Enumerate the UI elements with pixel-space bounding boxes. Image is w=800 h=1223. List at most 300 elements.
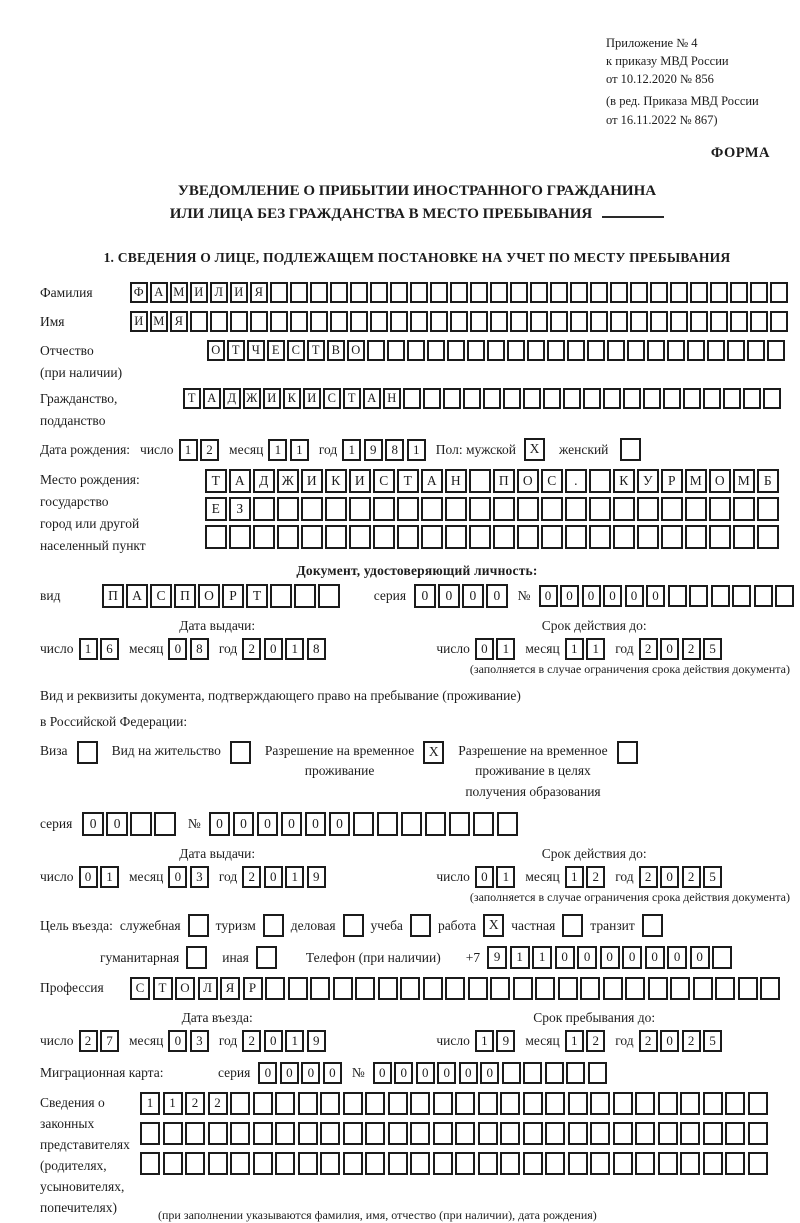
char-box[interactable]: 1 — [565, 866, 584, 888]
char-box[interactable] — [253, 1152, 273, 1175]
char-box[interactable]: 9 — [364, 439, 383, 461]
char-box[interactable]: 2 — [185, 1092, 205, 1115]
char-box[interactable] — [627, 340, 645, 361]
char-box[interactable] — [590, 1152, 610, 1175]
char-box[interactable]: 2 — [79, 1030, 98, 1052]
char-box[interactable] — [275, 1152, 295, 1175]
char-box[interactable] — [401, 812, 423, 836]
char-box[interactable]: 9 — [307, 866, 326, 888]
purpose-work-checkbox[interactable]: X — [483, 914, 504, 937]
char-box[interactable] — [510, 282, 528, 303]
char-box[interactable] — [410, 1092, 430, 1115]
char-box[interactable] — [590, 282, 608, 303]
temp-residence-permit-checkbox[interactable]: X — [423, 741, 444, 764]
char-box[interactable] — [367, 340, 385, 361]
char-box[interactable]: Ф — [130, 282, 148, 303]
char-box[interactable]: 0 — [560, 585, 579, 607]
char-box[interactable] — [301, 497, 323, 521]
char-box[interactable]: 2 — [586, 866, 605, 888]
char-box[interactable] — [397, 525, 419, 549]
char-box[interactable] — [410, 1152, 430, 1175]
char-box[interactable] — [613, 497, 635, 521]
char-box[interactable]: 0 — [437, 1062, 456, 1084]
purpose-official-checkbox[interactable] — [188, 914, 209, 937]
char-box[interactable] — [589, 497, 611, 521]
char-box[interactable]: К — [325, 469, 347, 493]
char-box[interactable] — [410, 282, 428, 303]
char-box[interactable]: 0 — [323, 1062, 342, 1084]
char-box[interactable]: 0 — [660, 638, 679, 660]
char-box[interactable] — [445, 977, 465, 1000]
char-box[interactable]: 1 — [285, 1030, 304, 1052]
char-box[interactable] — [661, 525, 683, 549]
char-box[interactable] — [727, 340, 745, 361]
char-box[interactable] — [625, 977, 645, 1000]
char-box[interactable] — [635, 1092, 655, 1115]
char-box[interactable] — [523, 1092, 543, 1115]
char-box[interactable] — [490, 977, 510, 1000]
char-box[interactable] — [365, 1152, 385, 1175]
char-box[interactable] — [703, 388, 721, 409]
char-box[interactable]: И — [263, 388, 281, 409]
char-box[interactable] — [725, 1122, 745, 1145]
char-box[interactable] — [743, 388, 761, 409]
char-box[interactable]: 2 — [682, 638, 701, 660]
char-box[interactable] — [423, 977, 443, 1000]
char-box[interactable]: 5 — [703, 1030, 722, 1052]
char-box[interactable]: Т — [307, 340, 325, 361]
char-box[interactable] — [290, 311, 308, 332]
char-box[interactable] — [230, 1092, 250, 1115]
char-box[interactable] — [711, 585, 730, 607]
char-box[interactable] — [685, 497, 707, 521]
char-box[interactable]: А — [150, 282, 168, 303]
char-box[interactable] — [298, 1122, 318, 1145]
char-box[interactable]: 8 — [307, 638, 326, 660]
char-box[interactable] — [590, 311, 608, 332]
char-box[interactable] — [503, 388, 521, 409]
char-box[interactable] — [290, 282, 308, 303]
char-box[interactable] — [230, 311, 248, 332]
char-box[interactable]: 0 — [539, 585, 558, 607]
char-box[interactable] — [230, 1122, 250, 1145]
char-box[interactable] — [469, 497, 491, 521]
char-box[interactable] — [163, 1152, 183, 1175]
char-box[interactable] — [623, 388, 641, 409]
char-box[interactable]: 2 — [682, 866, 701, 888]
char-box[interactable] — [349, 497, 371, 521]
char-box[interactable] — [754, 585, 773, 607]
char-box[interactable] — [658, 1092, 678, 1115]
char-box[interactable]: Т — [246, 584, 268, 608]
char-box[interactable] — [683, 388, 701, 409]
char-box[interactable] — [445, 525, 467, 549]
char-box[interactable] — [570, 282, 588, 303]
char-box[interactable] — [270, 311, 288, 332]
char-box[interactable] — [325, 497, 347, 521]
char-box[interactable] — [298, 1092, 318, 1115]
char-box[interactable] — [603, 388, 621, 409]
char-box[interactable] — [205, 525, 227, 549]
char-box[interactable] — [423, 388, 441, 409]
char-box[interactable]: 1 — [496, 638, 515, 660]
char-box[interactable] — [535, 977, 555, 1000]
char-box[interactable] — [635, 1152, 655, 1175]
char-box[interactable] — [430, 311, 448, 332]
char-box[interactable]: . — [565, 469, 587, 493]
char-box[interactable]: 6 — [100, 638, 119, 660]
char-box[interactable]: 0 — [281, 812, 303, 836]
char-box[interactable]: Ж — [243, 388, 261, 409]
char-box[interactable] — [545, 1122, 565, 1145]
char-box[interactable]: Н — [445, 469, 467, 493]
char-box[interactable] — [748, 1092, 768, 1115]
char-box[interactable]: И — [349, 469, 371, 493]
char-box[interactable] — [140, 1122, 160, 1145]
char-box[interactable]: 0 — [82, 812, 104, 836]
char-box[interactable] — [588, 1062, 607, 1084]
char-box[interactable] — [250, 311, 268, 332]
char-box[interactable] — [370, 311, 388, 332]
char-box[interactable]: 0 — [660, 1030, 679, 1052]
char-box[interactable] — [613, 1122, 633, 1145]
char-box[interactable] — [294, 584, 316, 608]
char-box[interactable] — [370, 282, 388, 303]
char-box[interactable]: 0 — [233, 812, 255, 836]
purpose-transit-checkbox[interactable] — [642, 914, 663, 937]
purpose-private-checkbox[interactable] — [562, 914, 583, 937]
char-box[interactable] — [390, 311, 408, 332]
char-box[interactable] — [210, 311, 228, 332]
char-box[interactable] — [310, 282, 328, 303]
char-box[interactable]: Л — [210, 282, 228, 303]
char-box[interactable] — [733, 525, 755, 549]
char-box[interactable] — [748, 1122, 768, 1145]
char-box[interactable] — [253, 1122, 273, 1145]
char-box[interactable] — [530, 311, 548, 332]
char-box[interactable] — [693, 977, 713, 1000]
char-box[interactable]: 0 — [555, 946, 575, 969]
char-box[interactable] — [490, 311, 508, 332]
char-box[interactable] — [410, 1122, 430, 1145]
char-box[interactable] — [658, 1122, 678, 1145]
char-box[interactable] — [650, 311, 668, 332]
char-box[interactable] — [587, 340, 605, 361]
char-box[interactable] — [277, 525, 299, 549]
char-box[interactable]: 2 — [208, 1092, 228, 1115]
char-box[interactable] — [580, 977, 600, 1000]
char-box[interactable]: О — [207, 340, 225, 361]
char-box[interactable] — [388, 1152, 408, 1175]
char-box[interactable] — [490, 282, 508, 303]
char-box[interactable]: С — [373, 469, 395, 493]
char-box[interactable]: 0 — [264, 866, 283, 888]
char-box[interactable] — [687, 340, 705, 361]
char-box[interactable]: 0 — [667, 946, 687, 969]
purpose-humanitarian-checkbox[interactable] — [186, 946, 207, 969]
char-box[interactable] — [407, 340, 425, 361]
char-box[interactable]: 0 — [690, 946, 710, 969]
char-box[interactable]: М — [150, 311, 168, 332]
char-box[interactable] — [760, 977, 780, 1000]
char-box[interactable] — [443, 388, 461, 409]
char-box[interactable]: 1 — [179, 439, 198, 461]
char-box[interactable] — [275, 1122, 295, 1145]
char-box[interactable] — [543, 388, 561, 409]
char-box[interactable] — [355, 977, 375, 1000]
char-box[interactable] — [455, 1152, 475, 1175]
char-box[interactable]: З — [229, 497, 251, 521]
char-box[interactable] — [325, 525, 347, 549]
char-box[interactable]: 0 — [625, 585, 644, 607]
char-box[interactable] — [310, 977, 330, 1000]
char-box[interactable] — [685, 525, 707, 549]
char-box[interactable] — [648, 977, 668, 1000]
char-box[interactable]: Я — [250, 282, 268, 303]
char-box[interactable] — [558, 977, 578, 1000]
char-box[interactable] — [603, 977, 623, 1000]
char-box[interactable] — [447, 340, 465, 361]
char-box[interactable] — [185, 1122, 205, 1145]
char-box[interactable]: 0 — [106, 812, 128, 836]
char-box[interactable]: 0 — [646, 585, 665, 607]
char-box[interactable] — [770, 311, 788, 332]
char-box[interactable]: С — [323, 388, 341, 409]
char-box[interactable] — [607, 340, 625, 361]
char-box[interactable] — [725, 1152, 745, 1175]
char-box[interactable]: 0 — [264, 638, 283, 660]
char-box[interactable] — [388, 1092, 408, 1115]
purpose-other-checkbox[interactable] — [256, 946, 277, 969]
char-box[interactable] — [513, 977, 533, 1000]
char-box[interactable]: 0 — [168, 638, 187, 660]
char-box[interactable]: 0 — [258, 1062, 277, 1084]
char-box[interactable] — [747, 340, 765, 361]
char-box[interactable] — [568, 1152, 588, 1175]
char-box[interactable] — [487, 340, 505, 361]
char-box[interactable]: Л — [198, 977, 218, 1000]
char-box[interactable] — [343, 1152, 363, 1175]
char-box[interactable]: 2 — [682, 1030, 701, 1052]
char-box[interactable] — [583, 388, 601, 409]
char-box[interactable] — [500, 1152, 520, 1175]
char-box[interactable]: П — [102, 584, 124, 608]
char-box[interactable]: 2 — [242, 638, 261, 660]
char-box[interactable]: 0 — [603, 585, 622, 607]
char-box[interactable]: 0 — [373, 1062, 392, 1084]
char-box[interactable] — [689, 585, 708, 607]
char-box[interactable]: 1 — [510, 946, 530, 969]
char-box[interactable] — [725, 1092, 745, 1115]
char-box[interactable] — [450, 311, 468, 332]
char-box[interactable]: 2 — [639, 866, 658, 888]
char-box[interactable]: 1 — [163, 1092, 183, 1115]
char-box[interactable]: 5 — [703, 866, 722, 888]
char-box[interactable]: О — [517, 469, 539, 493]
char-box[interactable] — [775, 585, 794, 607]
char-box[interactable]: Т — [205, 469, 227, 493]
char-box[interactable] — [330, 311, 348, 332]
char-box[interactable] — [680, 1092, 700, 1115]
char-box[interactable] — [757, 525, 779, 549]
char-box[interactable] — [703, 1122, 723, 1145]
char-box[interactable]: 0 — [660, 866, 679, 888]
char-box[interactable]: 0 — [600, 946, 620, 969]
char-box[interactable] — [270, 584, 292, 608]
char-box[interactable] — [630, 282, 648, 303]
char-box[interactable]: 0 — [645, 946, 665, 969]
char-box[interactable] — [455, 1092, 475, 1115]
char-box[interactable] — [738, 977, 758, 1000]
char-box[interactable] — [670, 311, 688, 332]
char-box[interactable] — [433, 1092, 453, 1115]
char-box[interactable] — [527, 340, 545, 361]
char-box[interactable] — [589, 525, 611, 549]
char-box[interactable] — [185, 1152, 205, 1175]
char-box[interactable]: М — [733, 469, 755, 493]
char-box[interactable]: 9 — [496, 1030, 515, 1052]
char-box[interactable] — [483, 388, 501, 409]
char-box[interactable] — [510, 311, 528, 332]
char-box[interactable] — [763, 388, 781, 409]
char-box[interactable] — [517, 497, 539, 521]
char-box[interactable]: 2 — [242, 866, 261, 888]
char-box[interactable]: Я — [220, 977, 240, 1000]
char-box[interactable]: 1 — [285, 638, 304, 660]
char-box[interactable]: 1 — [100, 866, 119, 888]
char-box[interactable] — [387, 340, 405, 361]
char-box[interactable] — [390, 282, 408, 303]
char-box[interactable]: 5 — [703, 638, 722, 660]
char-box[interactable]: 1 — [407, 439, 426, 461]
char-box[interactable] — [353, 812, 375, 836]
char-box[interactable]: 9 — [307, 1030, 326, 1052]
char-box[interactable] — [208, 1152, 228, 1175]
char-box[interactable] — [478, 1152, 498, 1175]
char-box[interactable] — [500, 1092, 520, 1115]
char-box[interactable] — [668, 585, 687, 607]
char-box[interactable] — [732, 585, 751, 607]
char-box[interactable] — [547, 340, 565, 361]
char-box[interactable] — [397, 497, 419, 521]
char-box[interactable]: О — [709, 469, 731, 493]
char-box[interactable]: 9 — [487, 946, 507, 969]
char-box[interactable] — [590, 1122, 610, 1145]
char-box[interactable] — [493, 497, 515, 521]
char-box[interactable] — [500, 1122, 520, 1145]
char-box[interactable] — [320, 1092, 340, 1115]
char-box[interactable] — [709, 497, 731, 521]
char-box[interactable] — [730, 311, 748, 332]
char-box[interactable] — [770, 282, 788, 303]
char-box[interactable]: С — [150, 584, 172, 608]
char-box[interactable] — [502, 1062, 521, 1084]
char-box[interactable]: 1 — [140, 1092, 160, 1115]
char-box[interactable] — [425, 812, 447, 836]
char-box[interactable]: 0 — [462, 584, 484, 608]
char-box[interactable] — [565, 525, 587, 549]
char-box[interactable]: П — [493, 469, 515, 493]
char-box[interactable] — [589, 469, 611, 493]
char-box[interactable]: 0 — [168, 866, 187, 888]
char-box[interactable]: С — [130, 977, 150, 1000]
char-box[interactable]: 0 — [414, 584, 436, 608]
char-box[interactable]: 0 — [257, 812, 279, 836]
char-box[interactable]: И — [303, 388, 321, 409]
char-box[interactable] — [590, 1092, 610, 1115]
char-box[interactable] — [497, 812, 519, 836]
char-box[interactable] — [349, 525, 371, 549]
char-box[interactable] — [545, 1152, 565, 1175]
char-box[interactable]: 0 — [459, 1062, 478, 1084]
char-box[interactable] — [733, 497, 755, 521]
char-box[interactable] — [400, 977, 420, 1000]
char-box[interactable]: И — [190, 282, 208, 303]
char-box[interactable] — [421, 497, 443, 521]
char-box[interactable]: С — [541, 469, 563, 493]
char-box[interactable] — [478, 1092, 498, 1115]
char-box[interactable] — [470, 311, 488, 332]
char-box[interactable]: 0 — [280, 1062, 299, 1084]
char-box[interactable] — [567, 340, 585, 361]
char-box[interactable]: Т — [183, 388, 201, 409]
char-box[interactable] — [523, 1152, 543, 1175]
char-box[interactable] — [566, 1062, 585, 1084]
char-box[interactable]: 0 — [582, 585, 601, 607]
char-box[interactable] — [610, 282, 628, 303]
char-box[interactable]: 0 — [394, 1062, 413, 1084]
char-box[interactable]: 1 — [285, 866, 304, 888]
char-box[interactable] — [253, 497, 275, 521]
char-box[interactable] — [748, 1152, 768, 1175]
char-box[interactable]: О — [198, 584, 220, 608]
char-box[interactable]: И — [130, 311, 148, 332]
char-box[interactable] — [658, 1152, 678, 1175]
char-box[interactable]: 2 — [639, 1030, 658, 1052]
char-box[interactable] — [365, 1092, 385, 1115]
char-box[interactable] — [568, 1092, 588, 1115]
char-box[interactable]: В — [327, 340, 345, 361]
char-box[interactable] — [378, 977, 398, 1000]
char-box[interactable]: 1 — [565, 638, 584, 660]
purpose-business-checkbox[interactable] — [343, 914, 364, 937]
char-box[interactable]: Т — [227, 340, 245, 361]
char-box[interactable]: 2 — [586, 1030, 605, 1052]
char-box[interactable] — [467, 340, 485, 361]
char-box[interactable]: 2 — [639, 638, 658, 660]
char-box[interactable] — [530, 282, 548, 303]
char-box[interactable] — [565, 497, 587, 521]
char-box[interactable]: А — [229, 469, 251, 493]
char-box[interactable] — [750, 282, 768, 303]
char-box[interactable]: О — [347, 340, 365, 361]
char-box[interactable]: Ч — [247, 340, 265, 361]
char-box[interactable] — [265, 977, 285, 1000]
char-box[interactable] — [450, 282, 468, 303]
char-box[interactable]: П — [174, 584, 196, 608]
char-box[interactable]: Д — [253, 469, 275, 493]
char-box[interactable]: 0 — [622, 946, 642, 969]
purpose-tourism-checkbox[interactable] — [263, 914, 284, 937]
char-box[interactable]: 1 — [268, 439, 287, 461]
char-box[interactable] — [570, 311, 588, 332]
char-box[interactable] — [130, 812, 152, 836]
char-box[interactable]: 1 — [290, 439, 309, 461]
char-box[interactable] — [680, 1152, 700, 1175]
char-box[interactable]: 8 — [385, 439, 404, 461]
char-box[interactable] — [670, 282, 688, 303]
char-box[interactable] — [568, 1122, 588, 1145]
